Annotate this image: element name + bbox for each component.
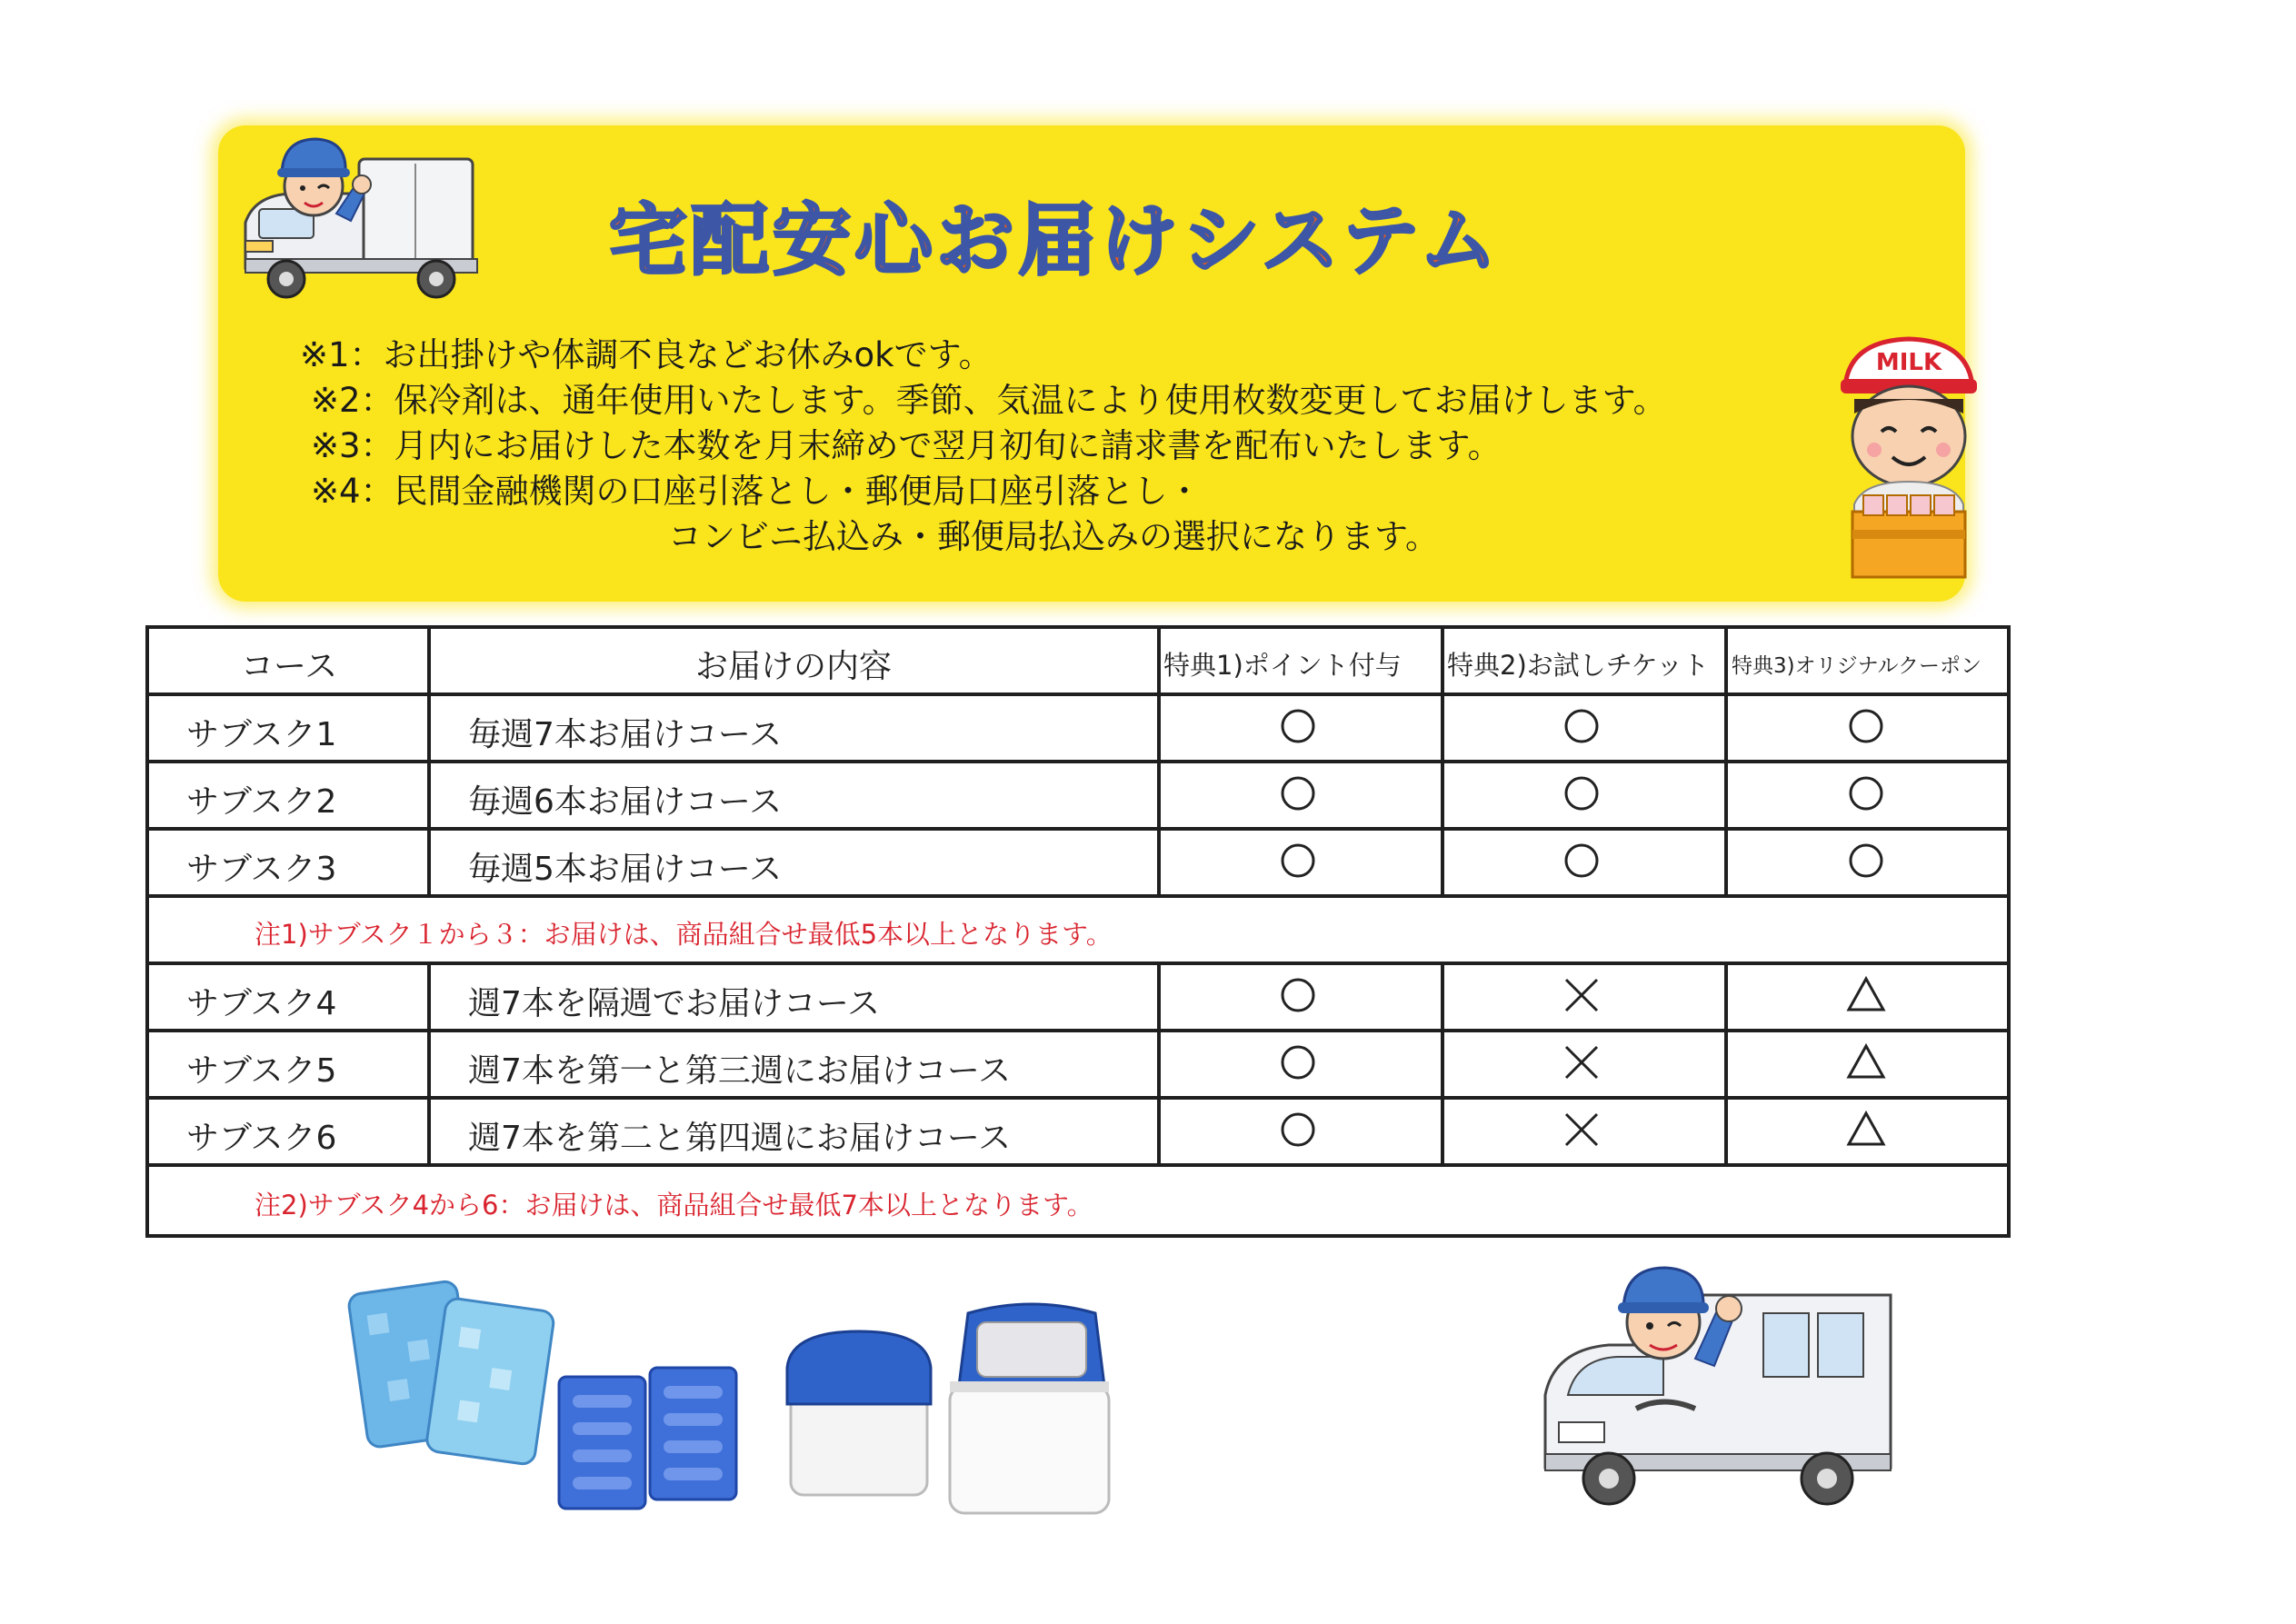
header-course: コース <box>241 648 338 685</box>
row-6-coupon-mark <box>1839 1102 1893 1157</box>
cooler-box-illustration <box>782 1286 1136 1527</box>
note-4-continued: コンビニ払込み・郵便局払込みの選択になります。 <box>668 517 1440 556</box>
milkman-illustration <box>1827 323 1991 586</box>
note-4: ※4：民間金融機関の口座引落とし・郵便局口座引落とし・ <box>311 472 1202 511</box>
row-6-course: サブスク6 <box>186 1120 337 1157</box>
note-1: ※1：お出掛けや体調不良などお休みokです。 <box>300 335 993 374</box>
row-2-content: 毎週6本お届けコース <box>468 783 783 821</box>
row-3-content: 毎週5本お届けコース <box>468 851 783 888</box>
header-perk-coupon: 特典3)オリジナルクーポン <box>1732 654 1982 678</box>
header-perk-trial-ticket: 特典2)お試しチケット <box>1447 650 1710 681</box>
milk-cap-label: MILK <box>1875 349 1942 376</box>
row-1-course: サブスク1 <box>186 716 337 753</box>
ice-pack-illustration <box>345 1268 764 1518</box>
row-2-points-mark <box>1271 766 1325 821</box>
row-2-coupon-mark <box>1839 766 1893 821</box>
row-5-coupon-mark <box>1839 1035 1893 1090</box>
row-2-course: サブスク2 <box>186 783 337 821</box>
page-title: 宅配安心お届けシステム <box>609 195 1502 286</box>
row-6-content: 週7本を第二と第四週にお届けコース <box>468 1120 1012 1157</box>
header-content: お届けの内容 <box>695 648 893 685</box>
row-1-trial-ticket-mark <box>1554 699 1609 753</box>
delivery-van-illustration <box>1536 1259 1909 1518</box>
header-perk-points: 特典1)ポイント付与 <box>1163 650 1402 681</box>
row-6-points-mark <box>1271 1102 1325 1157</box>
table-note-2: 注2)サブスク4から6：お届けは、商品組合せ最低7本以上となります。 <box>255 1190 1093 1220</box>
row-4-coupon-mark <box>1839 968 1893 1022</box>
row-5-course: サブスク5 <box>186 1052 337 1090</box>
row-3-coupon-mark <box>1839 833 1893 888</box>
row-3-trial-ticket-mark <box>1554 833 1609 888</box>
row-4-content: 週7本を隔週でお届けコース <box>468 985 881 1022</box>
row-4-points-mark <box>1271 968 1325 1022</box>
row-5-content: 週7本を第一と第三週にお届けコース <box>468 1052 1012 1090</box>
row-1-points-mark <box>1271 699 1325 753</box>
delivery-truck-illustration <box>227 123 491 314</box>
row-3-points-mark <box>1271 833 1325 888</box>
row-3-course: サブスク3 <box>186 851 337 888</box>
table-note-1: 注1)サブスク１から３：お届けは、商品組合せ最低5本以上となります。 <box>255 919 1113 950</box>
row-4-course: サブスク4 <box>186 985 337 1022</box>
row-6-trial-ticket-mark <box>1554 1102 1609 1157</box>
row-5-trial-ticket-mark <box>1554 1035 1609 1090</box>
row-1-content: 毎週7本お届けコース <box>468 716 783 753</box>
row-1-coupon-mark <box>1839 699 1893 753</box>
note-2: ※2：保冷剤は、通年使用いたします。季節、気温により使用枚数変更してお届けします。 <box>311 381 1667 420</box>
row-4-trial-ticket-mark <box>1554 968 1609 1022</box>
row-2-trial-ticket-mark <box>1554 766 1609 821</box>
course-table <box>145 625 2011 1238</box>
note-3: ※3：月内にお届けした本数を月末締めで翌月初旬に請求書を配布いたします。 <box>311 426 1502 465</box>
row-5-points-mark <box>1271 1035 1325 1090</box>
